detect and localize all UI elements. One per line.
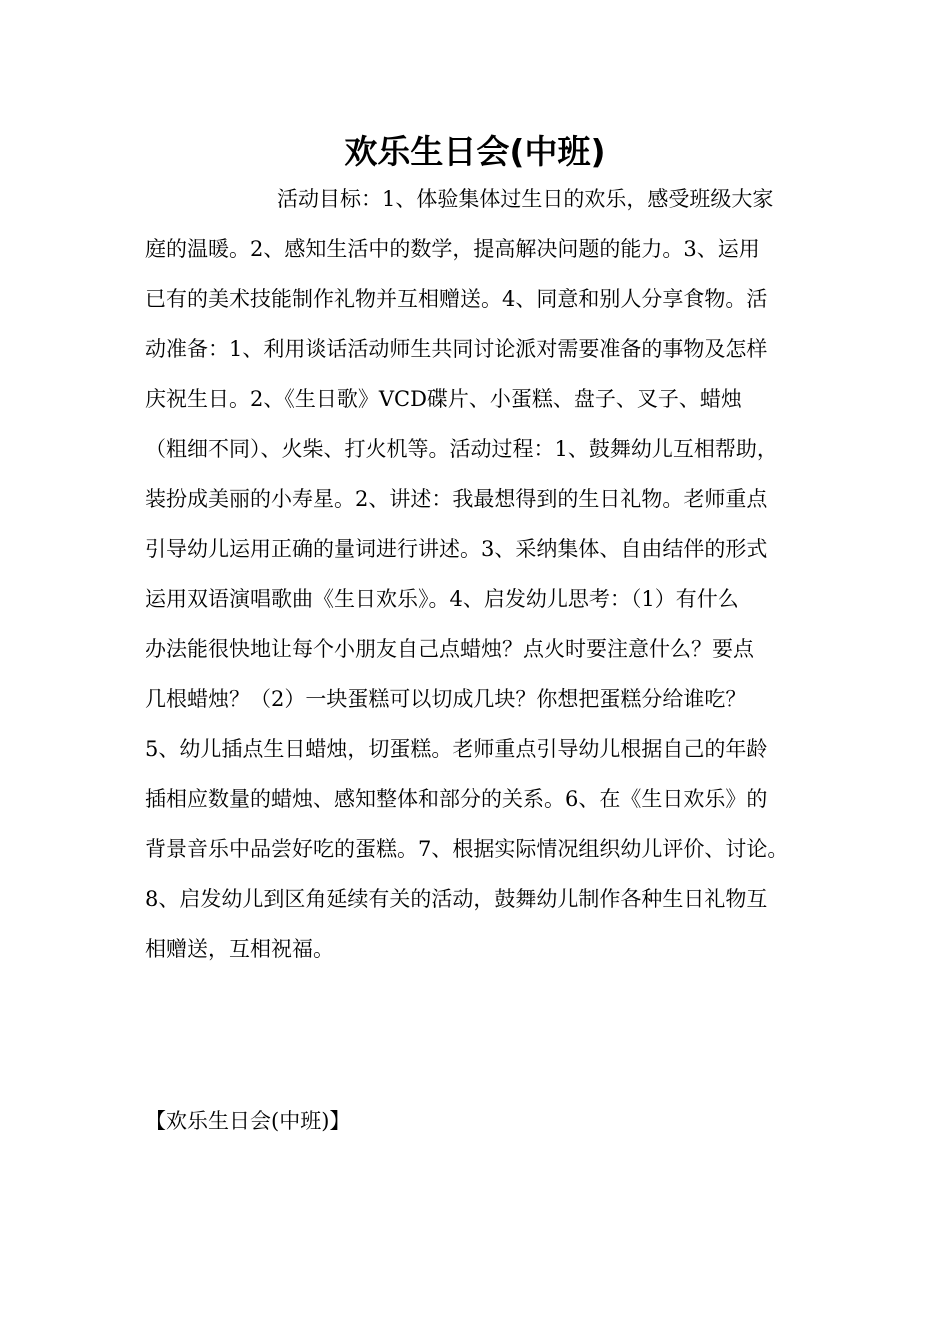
body-line: （粗细不同）、火柴、打火机等。活动过程：1、鼓舞幼儿互相帮助， <box>145 437 778 461</box>
footer-title: 【欢乐生日会(中班)】 <box>145 1109 351 1133</box>
body-line: 相赠送，互相祝福。 <box>145 937 334 961</box>
body-line: 插相应数量的蜡烛、感知整体和部分的关系。6、在《生日欢乐》的 <box>145 787 768 811</box>
body-line: 已有的美术技能制作礼物并互相赠送。4、同意和别人分享食物。活 <box>145 287 768 311</box>
document-title: 欢乐生日会(中班) <box>344 132 606 171</box>
body-line: 背景音乐中品尝好吃的蛋糕。7、根据实际情况组织幼儿评价、讨论。 <box>145 837 789 861</box>
body-line: 活动目标：1、体验集体过生日的欢乐，感受班级大家 <box>277 187 774 211</box>
body-line: 庆祝生日。2、《生日歌》VCD碟片、小蛋糕、盘子、叉子、蜡烛 <box>145 387 742 411</box>
body-line: 8、启发幼儿到区角延续有关的活动，鼓舞幼儿制作各种生日礼物互 <box>145 887 768 911</box>
body-line: 几根蜡烛？（2）一块蛋糕可以切成几块？你想把蛋糕分给谁吃？ <box>145 687 747 711</box>
body-line: 5、幼儿插点生日蜡烛，切蛋糕。老师重点引导幼儿根据自己的年龄 <box>145 737 768 761</box>
body-line: 庭的温暖。2、感知生活中的数学，提高解决问题的能力。3、运用 <box>145 237 760 261</box>
body-line: 装扮成美丽的小寿星。2、讲述：我最想得到的生日礼物。老师重点 <box>145 487 768 511</box>
body-line: 引导幼儿运用正确的量词进行讲述。3、采纳集体、自由结伴的形式 <box>145 537 768 561</box>
body-line: 动准备：1、利用谈话活动师生共同讨论派对需要准备的事物及怎样 <box>145 337 768 361</box>
body-line: 运用双语演唱歌曲《生日欢乐》。4、启发幼儿思考：（1）有什么 <box>145 587 739 611</box>
body-line: 办法能很快地让每个小朋友自己点蜡烛？点火时要注意什么？要点 <box>145 637 754 661</box>
